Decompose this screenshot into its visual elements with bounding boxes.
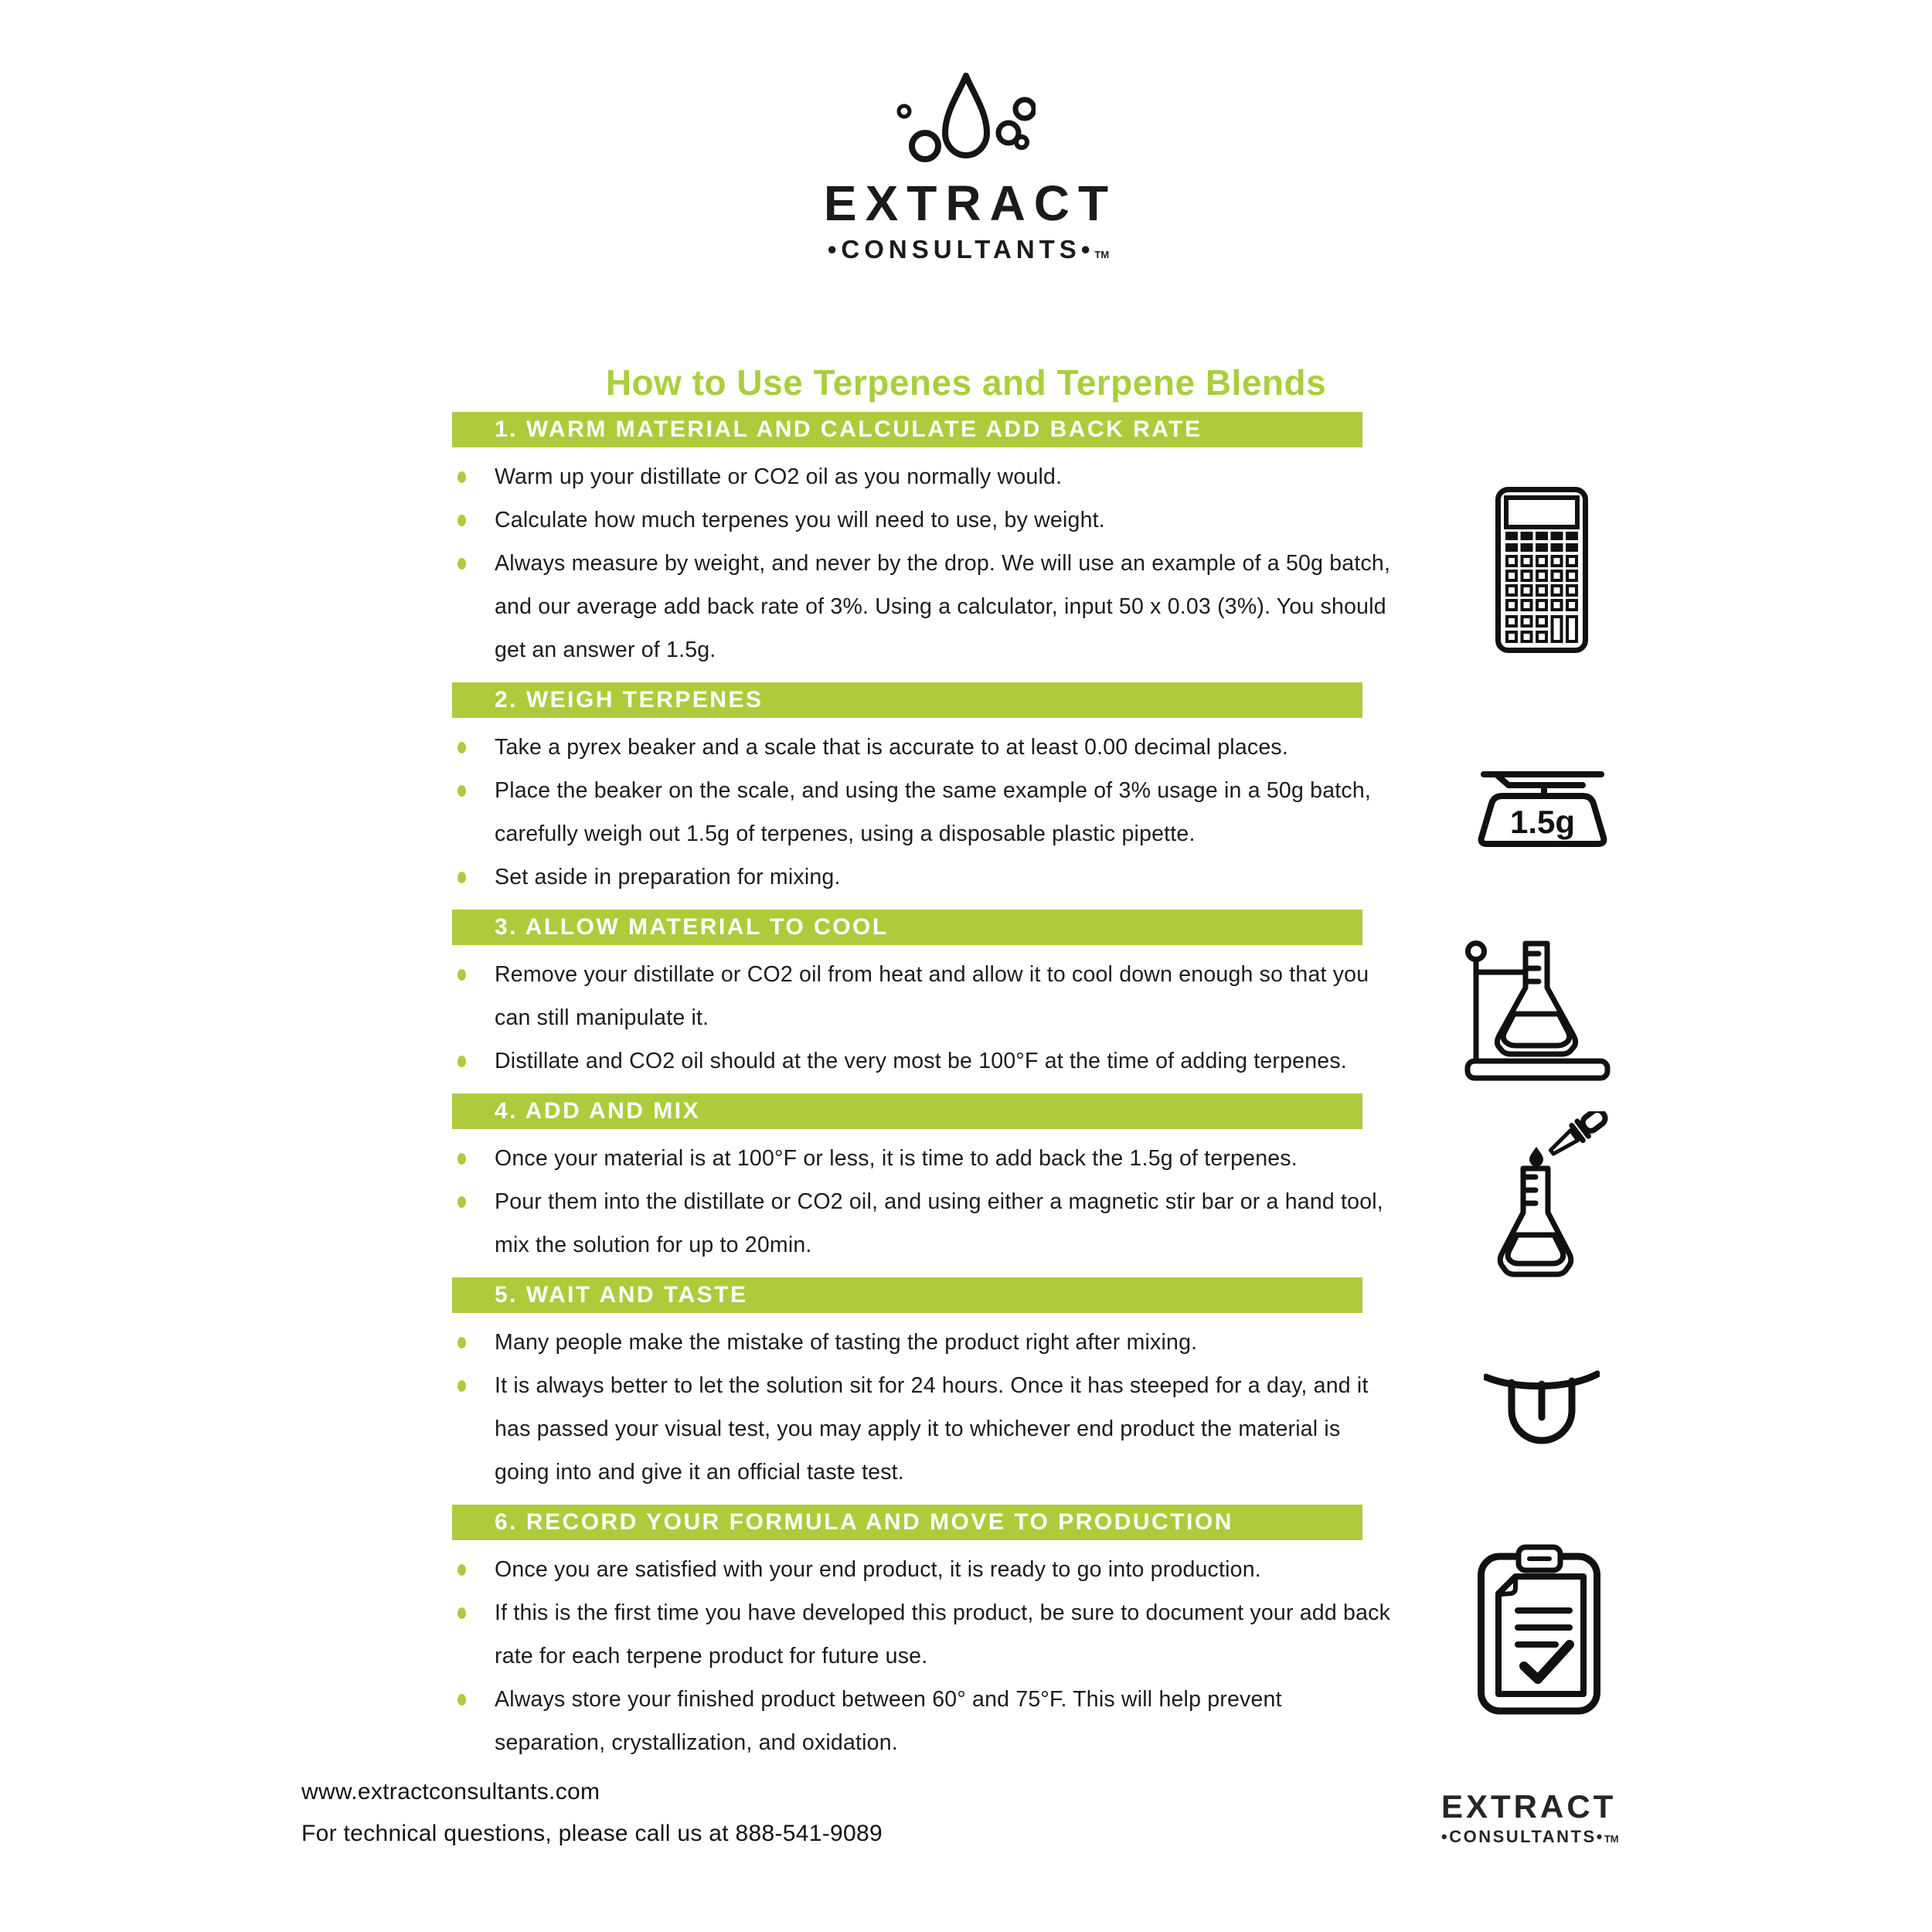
flask-stand-icon xyxy=(1464,939,1611,1084)
bullet-item xyxy=(452,769,1399,855)
bullet-dot-icon xyxy=(457,969,466,981)
bullet-dot-icon xyxy=(457,1607,466,1619)
section-5-heading: 5. WAIT AND TASTE xyxy=(495,1282,748,1308)
bullet-text: Remove your distillate or CO2 oil from heat and allow it to cool down enough so that you can still manipulate it. xyxy=(495,962,1369,1030)
section-4-bullets xyxy=(452,1137,1399,1267)
bullet-dot-icon xyxy=(457,1056,466,1067)
section-3-heading-bar xyxy=(452,910,1362,945)
section-3 xyxy=(452,910,1369,1083)
bullet-item xyxy=(452,1591,1399,1678)
bullet-text: Many people make the mistake of tasting the product right after mixing. xyxy=(495,1330,1198,1355)
section-5-bullets xyxy=(452,1321,1399,1494)
section-1-heading: 1. WARM MATERIAL AND CALCULATE ADD BACK RATE xyxy=(495,417,1202,442)
instructions xyxy=(452,412,1391,1775)
page-title: How to Use Terpenes and Terpene Blends xyxy=(605,362,1327,403)
bullet-text: Pour them into the distillate or CO2 oil, and using either a magnetic stir bar or a hand tool, mix the solution for up to 20min. xyxy=(495,1189,1383,1257)
brand-header xyxy=(0,68,1932,264)
calculator-icon xyxy=(1495,487,1588,653)
section-4 xyxy=(452,1094,1383,1267)
bullet-item xyxy=(452,855,1399,899)
bullet-item xyxy=(452,455,1399,498)
bullet-dot-icon xyxy=(457,1196,466,1208)
brand-subname xyxy=(0,235,1932,264)
bullet-dot-icon xyxy=(457,1564,466,1576)
brand-subname-text: •CONSULTANTS• xyxy=(827,235,1095,264)
bullet-item xyxy=(452,542,1399,672)
bullet-item xyxy=(452,726,1399,769)
section-4-heading: 4. ADD AND MIX xyxy=(495,1098,701,1124)
section-2-heading: 2. WEIGH TERPENES xyxy=(495,687,764,713)
section-1-heading-bar xyxy=(452,412,1362,447)
footer-trademark: TM xyxy=(1604,1833,1619,1845)
droplet-logo-icon xyxy=(896,68,1036,168)
footer-logo xyxy=(1441,1788,1619,1847)
bullet-text: Always store your finished product between 60° and 75°F. This will help prevent separation, crystallization, and oxidation. xyxy=(495,1687,1282,1755)
bullet-item xyxy=(452,498,1399,542)
bullet-dot-icon xyxy=(457,1380,466,1392)
section-2-bullets xyxy=(452,726,1399,899)
bullet-text: Always measure by weight, and never by the drop. We will use an example of a 50g batch, and our average add back rate of 3%. Using a calculator, input 50 x 0.03 (3%). You should get an answer of 1.5g. xyxy=(495,551,1391,662)
bullet-text: Warm up your distillate or CO2 oil as you normally would. xyxy=(495,464,1063,489)
section-2-heading-bar xyxy=(452,682,1362,718)
bullet-text: If this is the first time you have developed this product, be sure to document your add back rate for each terpene product for future use. xyxy=(495,1600,1391,1668)
bullet-dot-icon xyxy=(457,1153,466,1165)
clipboard-check-icon xyxy=(1478,1544,1601,1716)
bullet-item xyxy=(452,1137,1399,1180)
section-6-heading-bar xyxy=(452,1505,1362,1540)
tongue-icon xyxy=(1484,1369,1600,1447)
section-2 xyxy=(452,682,1371,899)
bullet-text: Place the beaker on the scale, and using the same example of 3% usage in a 50g batch, carefully weigh out 1.5g of terpenes, using a disposable plastic pipette. xyxy=(495,778,1371,846)
bullet-item xyxy=(452,1548,1399,1591)
section-4-heading-bar xyxy=(452,1094,1362,1129)
section-6-bullets xyxy=(452,1548,1399,1764)
bullet-dot-icon xyxy=(457,785,466,797)
section-1 xyxy=(452,412,1391,672)
bullet-item xyxy=(452,1678,1399,1764)
scale-icon xyxy=(1478,770,1607,849)
dropper-flask-icon xyxy=(1495,1111,1611,1284)
bullet-item xyxy=(452,1364,1399,1494)
bullet-text: Once you are satisfied with your end product, it is ready to go into production. xyxy=(495,1557,1261,1582)
section-5 xyxy=(452,1277,1369,1494)
section-3-bullets xyxy=(452,953,1399,1083)
bullet-dot-icon xyxy=(457,558,466,570)
bullet-item xyxy=(452,1180,1399,1267)
section-1-bullets xyxy=(452,455,1399,672)
bullet-text: Set aside in preparation for mixing. xyxy=(495,865,841,889)
section-6-heading: 6. RECORD YOUR FORMULA AND MOVE TO PRODUCTION xyxy=(495,1509,1233,1535)
bullet-dot-icon xyxy=(457,872,466,883)
footer-brand-subname xyxy=(1441,1827,1619,1847)
bullet-dot-icon xyxy=(457,1694,466,1706)
section-5-heading-bar xyxy=(452,1277,1362,1313)
website-text: www.extractconsultants.com xyxy=(301,1779,600,1804)
footer-brand-name: EXTRACT xyxy=(1441,1788,1617,1825)
bullet-text: Take a pyrex beaker and a scale that is accurate to at least 0.00 decimal places. xyxy=(495,735,1288,760)
bullet-text: It is always better to let the solution sit for 24 hours. Once it has steeped for a day, and it has passed your visual test, you may apply it to whichever end product the material is going into and give it an official taste test. xyxy=(495,1373,1369,1485)
bullet-dot-icon xyxy=(457,515,466,526)
phone-text: For technical questions, please call us at 888-541-9089 xyxy=(301,1821,883,1846)
bullet-item xyxy=(452,953,1399,1039)
section-3-heading: 3. ALLOW MATERIAL TO COOL xyxy=(495,914,889,940)
footer-brand-subname-text: •CONSULTANTS• xyxy=(1441,1827,1604,1846)
section-6 xyxy=(452,1505,1391,1764)
trademark: TM xyxy=(1094,249,1110,260)
bullet-text: Once your material is at 100°F or less, it is time to add back the 1.5g of terpenes. xyxy=(495,1146,1298,1171)
brand-name: EXTRACT xyxy=(823,175,1117,231)
bullet-dot-icon xyxy=(457,742,466,753)
bullet-item xyxy=(452,1321,1399,1364)
bullet-item xyxy=(452,1039,1399,1083)
bullet-text: Distillate and CO2 oil should at the very most be 100°F at the time of adding terpenes. xyxy=(495,1049,1347,1073)
scale-readout: 1.5g xyxy=(1509,804,1576,840)
bullet-dot-icon xyxy=(457,471,466,483)
bullet-dot-icon xyxy=(457,1337,466,1349)
bullet-text: Calculate how much terpenes you will need to use, by weight. xyxy=(495,508,1105,532)
